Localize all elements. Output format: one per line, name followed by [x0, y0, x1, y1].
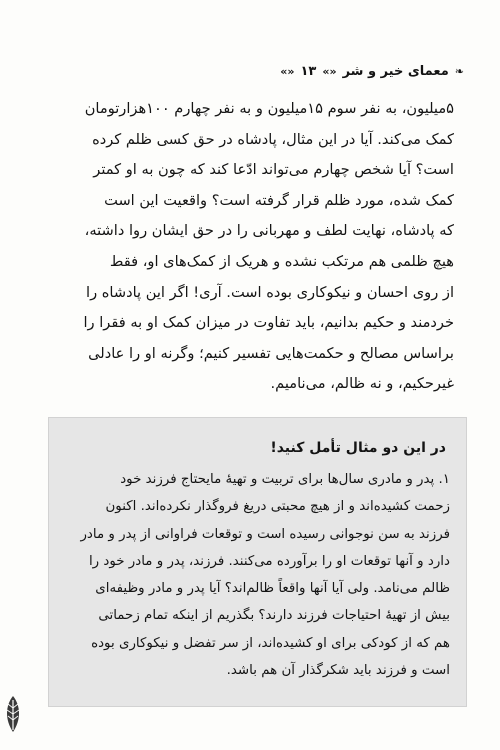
box-line: است و فرزند باید شکرگذار آن هم باشد. — [226, 663, 450, 679]
main-paragraph — [44, 94, 454, 400]
paragraph-line: که پادشاه، نهایت لطف و مهربانی را در حق ایشان روا داشته، — [84, 222, 454, 240]
reflection-box — [48, 417, 467, 707]
reflection-box-text — [67, 466, 450, 684]
double-angle-ornament-right: «» — [280, 64, 295, 78]
box-line: زحمت کشیده‌اند و از هیچ محبتی دریغ فروگذار نکرده‌اند. اکنون — [105, 499, 450, 515]
page-header — [40, 58, 464, 84]
box-line: هم که از کودکی برای او کشیده‌اند، از سر تفضل و نیکوکاری بوده — [91, 635, 450, 651]
leaf-logo-icon — [2, 694, 24, 734]
box-line: فرزند به سن نوجوانی رسیده است و توقعات فراوانی از پدر و مادر — [80, 526, 450, 542]
box-line: بیش از تهیهٔ احتیاجات فرزند دارند؟ بگذریم از اینکه تمام زحماتی — [98, 608, 450, 624]
book-title: معمای خیر و شر — [342, 63, 449, 79]
reflection-box-title: در این دو مثال تأمل کنید! — [270, 440, 446, 456]
paragraph-line: هیچ ظلمی هم مرتکب نشده و هریک از کمک‌های او، فقط — [109, 252, 454, 270]
paragraph-line: کمک می‌کند. آیا در این مثال، پادشاه در حق کسی ظلم کرده — [92, 130, 454, 148]
box-line: ۱. پدر و مادری سال‌ها برای تربیت و تهیهٔ مایحتاج فرزند خود — [120, 472, 450, 487]
paragraph-line: ۵میلیون، به نفر سوم ۱۵میلیون و به نفر چهارم ۱۰۰هزارتومان — [84, 100, 454, 117]
paragraph-line: است؟ آیا شخص چهارم می‌تواند ادّعا کند که چون به او کمتر — [93, 161, 454, 179]
paragraph-line: از روی احسان و نیکوکاری بوده است. آری! اگر این پادشاه را — [86, 283, 454, 301]
paragraph-line: کمک شده، مورد ظلم قرار گرفته است؟ واقعیت این است — [104, 191, 454, 209]
double-angle-ornament-left: «» — [322, 64, 337, 78]
box-line: ظالم می‌نامد. ولی آیا آنها واقعاً ظالم‌اند؟ آیا پدر و مادر وظیفه‌ای — [95, 581, 450, 597]
page-number: ۱۳ — [300, 63, 317, 79]
paragraph-line: براساس مصالح و حکمت‌هایی تفسیر کنیم؛ وگرنه او را عادلی — [88, 344, 454, 362]
paragraph-line: خردمند و حکیم بدانیم، باید تفاوت در میزان کمک او به فقرا را — [83, 314, 454, 332]
leaf-ornament-icon: ❧ — [454, 64, 464, 78]
box-line: دارد و آنها توقعات او را برآورده می‌کنند. فرزند، پدر و مادر خود را — [88, 553, 450, 569]
paragraph-line: غیرحکیم، و نه ظالم، می‌نامیم. — [270, 375, 454, 393]
